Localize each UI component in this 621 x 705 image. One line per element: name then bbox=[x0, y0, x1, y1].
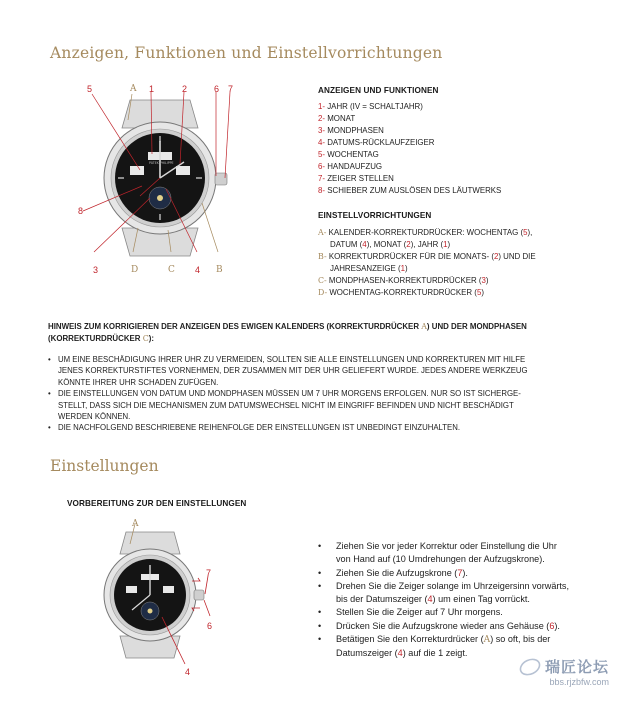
list-item: • Stellen Sie die Zeiger auf 7 Uhr morgens. bbox=[312, 606, 582, 619]
list-item: 8- SCHIEBER ZUM AUSLÖSEN DES LÄUTWERKS bbox=[318, 186, 502, 195]
label-4: 4 bbox=[195, 265, 201, 275]
list-item: • Drücken Sie die Aufzugskrone wieder ans Gehäuse (6). bbox=[312, 620, 582, 633]
label-A: A bbox=[130, 84, 137, 94]
label-8: 8 bbox=[78, 206, 84, 216]
label-A-setup: A bbox=[132, 519, 139, 529]
label-2: 2 bbox=[182, 84, 188, 94]
watermark-logo-icon bbox=[519, 656, 541, 678]
list-item: • UM EINE BESCHÄDIGUNG IHRER UHR ZU VERMEIDEN, SOLLTEN SIE ALLE EINSTELLUNGEN UND KORREKTUREN MIT HILFE JENES KORREKTURSTIFTES VORNEHMEN, DER ZUSAMMEN MIT DER UHR GELIEFERT WURDE. JEDES ANDERE WERKZEUG KÖNNTE IHRER UHR SCHADEN ZUFÜGEN. bbox=[48, 354, 588, 388]
vorbereitung-heading: VORBEREITUNG ZUR DEN EINSTELLUNGEN bbox=[67, 499, 247, 508]
label-6-setup: 6 bbox=[207, 621, 213, 631]
list-item: 2- MONAT bbox=[318, 114, 356, 123]
anzeigen-list bbox=[318, 101, 608, 197]
label-4-setup: 4 bbox=[185, 667, 191, 677]
hint-heading: HINWEIS ZUM KORRIGIEREN DER ANZEIGEN DES EWIGEN KALENDERS (KORREKTURDRÜCKER A) UND DER MONDPHASEN (KORREKTURDRÜCKER C): bbox=[48, 322, 527, 343]
section-title: Einstellungen bbox=[50, 457, 159, 475]
list-item: • DIE NACHFOLGEND BESCHRIEBENE REIHENFOLGE DER EINSTELLUNGEN IST UNBEDINGT EINZUHALTEN. bbox=[48, 422, 588, 433]
label-B: B bbox=[216, 265, 223, 275]
page-title: Anzeigen, Funktionen und Einstellvorrichtungen bbox=[50, 44, 443, 62]
list-item: 1- JAHR (IV = SCHALTJAHR) bbox=[318, 102, 423, 111]
list-item: 7- ZEIGER STELLEN bbox=[318, 174, 394, 183]
watermark-url: bbs.rjzbfw.com bbox=[549, 677, 609, 687]
list-item: 3- MONDPHASEN bbox=[318, 126, 384, 135]
watch-diagram-main bbox=[80, 78, 245, 278]
watermark-title: 瑞匠论坛 bbox=[544, 659, 609, 676]
label-1: 1 bbox=[149, 84, 155, 94]
list-item: • Drehen Sie die Zeiger solange im Uhrzeigersinn vorwärts, bis der Datumszeiger (4) um einen Tag vorrückt. bbox=[312, 580, 582, 607]
list-item: • DIE EINSTELLUNGEN VON DATUM UND MONDPHASEN MÜSSEN UM 7 UHR MORGENS ERFOLGEN. NUR SO IST SICHERGE- STELLT, DASS SICH DIE MECHANISMEN ZUM DATUMSWECHSEL NICHT IM EINGRIFF BEFINDEN UND NICHT BESCHÄDIGT WERDEN KÖNNEN. bbox=[48, 388, 588, 422]
label-C: C bbox=[168, 265, 175, 275]
list-item: • Betätigen Sie den Korrekturdrücker (A) so oft, bis der Datumszeiger (4) auf die 1 zeigt. bbox=[312, 633, 582, 661]
label-5: 5 bbox=[87, 84, 93, 94]
einstell-list: A- KALENDER-KORREKTURDRÜCKER: WOCHENTAG (5), DATUM (4), MONAT (2), JAHR (1) B- KORREKTURDRÜCKER FÜR DIE MONATS- (2) UND DIE JAHRESANZEIGE (1) C- MONDPHASEN-KORREKTURDRÜCKER (3) D- WOCHENTAG-KORREKTURDRÜCKER (5) bbox=[318, 228, 536, 297]
anzeigen-heading: ANZEIGEN UND FUNKTIONEN bbox=[318, 86, 439, 95]
label-7-setup: 7 bbox=[206, 568, 212, 578]
label-7: 7 bbox=[228, 84, 234, 94]
notes-list bbox=[48, 354, 588, 434]
label-D: D bbox=[131, 265, 139, 275]
watch-diagram-setup bbox=[92, 518, 227, 683]
watermark bbox=[545, 656, 609, 687]
list-item: 4- DATUMS-RÜCKLAUFZEIGER bbox=[318, 138, 435, 147]
label-3: 3 bbox=[93, 265, 99, 275]
list-item: • Ziehen Sie die Aufzugskrone (7). bbox=[312, 567, 582, 580]
list-item: 6- HANDAUFZUG bbox=[318, 162, 383, 171]
watch-brand-text: PATEK PHILIPPE bbox=[149, 161, 174, 165]
steps-list bbox=[312, 540, 582, 661]
list-item: 5- WOCHENTAG bbox=[318, 150, 379, 159]
list-item: • Ziehen Sie vor jeder Korrektur oder Einstellung die Uhr von Hand auf (10 Umdrehungen der Aufzugskrone). bbox=[312, 540, 582, 567]
label-6: 6 bbox=[214, 84, 220, 94]
einstell-heading: EINSTELLVORRICHTUNGEN bbox=[318, 211, 432, 220]
